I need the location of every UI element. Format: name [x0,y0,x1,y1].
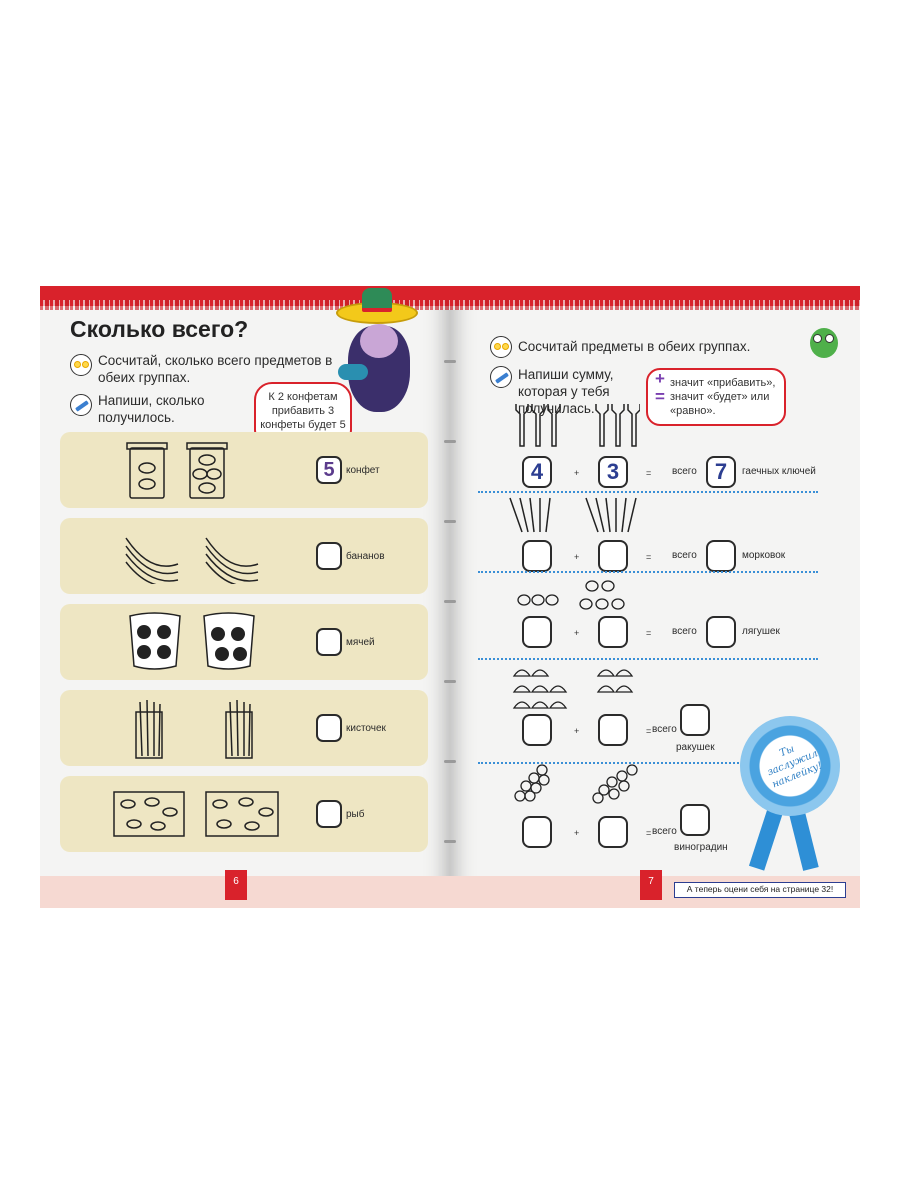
row1-total-word: всего [672,466,697,477]
mascot-arm-icon [338,364,368,380]
row3-label: лягушек [742,626,780,637]
row1-plus: + [574,468,580,478]
carrot-icon [506,496,646,536]
rosette-text: Ты заслужил наклейку! [765,743,825,791]
row2-total-word: всего [672,550,697,561]
mascot-speech-bubble: К 2 конфетам прибавить 3 конфеты будет 5 [254,382,352,448]
fish-label: рыб [346,809,365,820]
row4-equals: = [646,726,652,736]
brush-label: кисточек [346,723,386,734]
ball-card [60,604,428,680]
bananas-icon [120,528,270,584]
binding-mark [444,760,456,763]
row2-plus: + [574,552,580,562]
bug-mascot-icon [810,328,838,358]
candy-answer-box[interactable]: 5 [316,456,342,484]
row5-total-box[interactable] [680,804,710,836]
row3-addend-b[interactable] [598,616,628,648]
binding-mark [444,520,456,523]
row2-addend-a[interactable] [522,540,552,572]
fish-card [60,776,428,852]
page-title: Сколько всего? [70,316,249,342]
banana-answer-box[interactable] [316,542,342,570]
left-page-number: 6 [225,870,247,900]
pencil-instruction-icon [490,366,512,388]
row1-addend-b[interactable]: 3 [598,456,628,488]
right-page [450,286,860,908]
signs-bubble [646,368,786,426]
dotted-divider [478,571,818,573]
row3-plus: + [574,628,580,638]
banana-card [60,518,428,594]
count-instruction: Сосчитай предметы в обеих группах. [518,339,751,354]
row5-addend-b[interactable] [598,816,628,848]
count-instruction-icon [490,336,512,358]
ball-nets-icon [126,610,266,674]
dotted-divider [478,658,818,660]
equals-icon: = [655,387,665,406]
count-instruction: Сосчитай, сколько всего предметов в обеих группах. [98,353,333,385]
write-instruction: Напиши, сколько получилось. [98,393,205,425]
plus-meaning: значит «прибавить», [670,377,776,389]
row5-equals: = [646,828,652,838]
red-paint-texture [450,300,860,310]
write-instruction: Напиши сумму, которая у тебя получилась. [518,367,614,416]
pencil-instruction-icon [70,394,92,416]
row4-addend-b[interactable] [598,714,628,746]
left-page [40,286,450,908]
brush-cups-icon [130,698,270,760]
row4-addend-a[interactable] [522,714,552,746]
candy-card [60,432,428,508]
fish-tanks-icon [112,790,282,840]
row3-total-box[interactable] [706,616,736,648]
brush-answer-box[interactable] [316,714,342,742]
row4-total-box[interactable] [680,704,710,736]
self-assessment-note: А теперь оцени себя на странице 32! [674,882,846,898]
row1-total-box[interactable]: 7 [706,456,736,488]
row5-total-word: всего [652,826,677,837]
candy-jars-icon [126,440,256,500]
fish-answer-box[interactable] [316,800,342,828]
row1-label: гаечных ключей [742,466,816,477]
candy-label: конфет [346,465,380,476]
grapes-icon [512,764,642,804]
bug-eye-icon [813,334,822,343]
row3-equals: = [646,628,652,638]
row5-plus: + [574,828,580,838]
brush-card [60,690,428,766]
row4-total-word: всего [652,724,677,735]
row2-total-box[interactable] [706,540,736,572]
row4-label: ракушек [676,742,715,753]
count-instruction-icon [70,354,92,376]
row5-label: виноградин [674,842,728,853]
frog-icon [516,576,636,616]
row3-total-word: всего [672,626,697,637]
right-page-number: 7 [640,870,662,900]
mascot-face-icon [360,324,398,358]
row5-addend-a[interactable] [522,816,552,848]
shell-icon [510,662,640,712]
sombrero-crown-icon [362,288,392,312]
row2-equals: = [646,552,652,562]
row2-addend-b[interactable] [598,540,628,572]
dotted-divider [478,491,818,493]
wrench-icon [510,402,640,450]
row1-addend-a[interactable]: 4 [522,456,552,488]
bug-eye-icon [825,334,834,343]
plus-icon: + [655,369,665,388]
binding-mark [444,840,456,843]
row3-addend-a[interactable] [522,616,552,648]
equals-meaning: значит «будет» или «равно». [670,391,770,417]
binding-mark [444,360,456,363]
row2-label: морковок [742,550,786,561]
ball-label: мячей [346,637,375,648]
banana-label: бананов [346,551,385,562]
binding-mark [444,600,456,603]
ball-answer-box[interactable] [316,628,342,656]
row4-plus: + [574,726,580,736]
row1-equals: = [646,468,652,478]
binding-mark [444,680,456,683]
binding-mark [444,440,456,443]
